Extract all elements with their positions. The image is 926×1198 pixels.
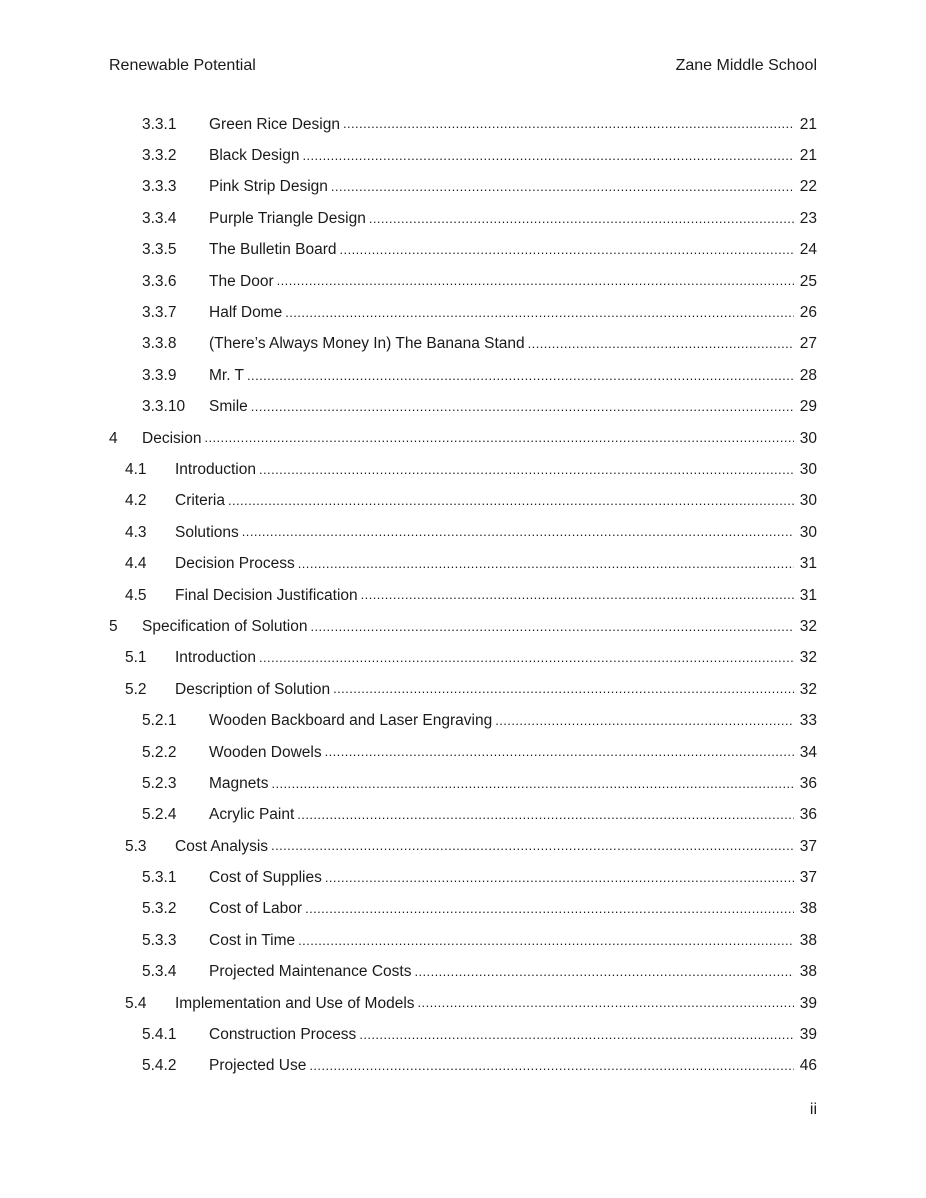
toc-dot-leader (271, 837, 794, 856)
toc-entry-number: 5.3 (125, 837, 147, 855)
toc-entry[interactable] (109, 1051, 817, 1082)
toc-entry-number: 4.3 (125, 523, 147, 541)
toc-entry-page-number: 21 (799, 147, 817, 165)
toc-dot-leader (297, 806, 794, 825)
toc-dot-leader (369, 210, 794, 229)
toc-entry-page-number: 30 (799, 492, 817, 510)
toc-entry-number: 5.2 (125, 680, 147, 698)
toc-entry-title: The Bulletin Board (209, 241, 337, 259)
toc-entry[interactable] (109, 423, 817, 454)
toc-entry-page-number: 38 (799, 900, 817, 918)
toc-entry-title: Specification of Solution (142, 617, 308, 635)
toc-dot-leader (361, 586, 794, 605)
toc-entry[interactable] (109, 988, 817, 1019)
toc-entry-title: Magnets (209, 774, 269, 792)
toc-entry-number: 5.2.2 (142, 743, 177, 761)
toc-entry-number: 5.3.2 (142, 900, 177, 918)
toc-dot-leader (285, 304, 794, 323)
toc-entry-title: Introduction (175, 460, 256, 478)
toc-entry-number: 4.2 (125, 492, 147, 510)
toc-entry[interactable] (109, 392, 817, 423)
toc-entry-number: 3.3.1 (142, 115, 177, 133)
toc-entry-page-number: 32 (799, 617, 817, 635)
toc-dot-leader (325, 743, 794, 762)
toc-entry-title: Construction Process (209, 1026, 357, 1044)
toc-entry[interactable] (109, 674, 817, 705)
toc-entry[interactable] (109, 1019, 817, 1050)
toc-entry-title: Mr. T (209, 366, 245, 384)
toc-dot-leader (271, 775, 794, 794)
toc-dot-leader (310, 618, 794, 637)
toc-dot-leader (528, 335, 794, 354)
toc-entry-number: 4.5 (125, 586, 147, 604)
toc-dot-leader (247, 367, 794, 386)
toc-entry-number: 3.3.7 (142, 304, 177, 322)
toc-dot-leader (305, 900, 794, 919)
toc-dot-leader (495, 712, 794, 731)
toc-entry-page-number: 32 (799, 680, 817, 698)
toc-dot-leader (325, 869, 794, 888)
toc-entry-number: 3.3.2 (142, 147, 177, 165)
toc-entry-number: 5.4.1 (142, 1026, 177, 1044)
toc-entry-page-number: 32 (799, 649, 817, 667)
toc-entry[interactable] (109, 203, 817, 234)
toc-entry-title: Cost in Time (209, 931, 296, 949)
toc-dot-leader (340, 241, 794, 260)
toc-dot-leader (333, 680, 794, 699)
toc-entry-title: Cost of Labor (209, 900, 303, 918)
toc-dot-leader (251, 398, 794, 417)
toc-entry-number: 5.4.2 (142, 1057, 177, 1075)
toc-dot-leader (343, 115, 794, 134)
toc-entry-number: 4.4 (125, 555, 147, 573)
toc-entry-number: 5.3.3 (142, 931, 177, 949)
toc-entry-page-number: 23 (799, 209, 817, 227)
toc-entry[interactable] (109, 957, 817, 988)
toc-entry-title: Wooden Backboard and Laser Engraving (209, 712, 493, 730)
toc-entry-title: Projected Use (209, 1057, 307, 1075)
toc-entry-page-number: 37 (799, 837, 817, 855)
toc-dot-leader (418, 994, 794, 1013)
toc-entry[interactable] (109, 611, 817, 642)
toc-entry[interactable] (109, 862, 817, 893)
toc-entry[interactable] (109, 172, 817, 203)
header-document-title: Renewable Potential (109, 57, 256, 74)
toc-dot-leader (298, 555, 794, 574)
footer-page-number: ii (809, 1101, 817, 1118)
toc-entry[interactable] (109, 643, 817, 674)
toc-entry[interactable] (109, 737, 817, 768)
toc-entry-title: Cost of Supplies (209, 869, 322, 887)
toc-entry-number: 3.3.4 (142, 209, 177, 227)
toc-entry-page-number: 33 (799, 712, 817, 730)
toc-entry[interactable] (109, 925, 817, 956)
toc-entry-number: 3.3.9 (142, 366, 177, 384)
toc-entry-number: 3.3.5 (142, 241, 177, 259)
toc-dot-leader (228, 492, 794, 511)
toc-entry-page-number: 25 (799, 272, 817, 290)
toc-entry-page-number: 21 (799, 115, 817, 133)
toc-entry-title: Purple Triangle Design (209, 209, 366, 227)
toc-entry-page-number: 39 (799, 994, 817, 1012)
toc-entry[interactable] (109, 297, 817, 328)
toc-dot-leader (277, 272, 794, 291)
toc-entry[interactable] (109, 705, 817, 736)
toc-entry-page-number: 38 (799, 963, 817, 981)
toc-entry-title: (There’s Always Money In) The Banana Stand (209, 335, 525, 353)
toc-entry[interactable] (109, 109, 817, 140)
toc-entry[interactable] (109, 517, 817, 548)
toc-entry[interactable] (109, 580, 817, 611)
toc-entry-title: Black Design (209, 147, 300, 165)
toc-dot-leader (309, 1057, 794, 1076)
toc-entry-page-number: 36 (799, 806, 817, 824)
toc-entry-page-number: 38 (799, 931, 817, 949)
toc-entry-number: 4.1 (125, 460, 147, 478)
toc-dot-leader (302, 147, 794, 166)
toc-entry-page-number: 30 (799, 523, 817, 541)
toc-entry-number: 3.3.8 (142, 335, 177, 353)
toc-entry-page-number: 22 (799, 178, 817, 196)
toc-entry[interactable] (109, 360, 817, 391)
toc-entry-title: Criteria (175, 492, 225, 510)
toc-entry[interactable] (109, 831, 817, 862)
toc-entry[interactable] (109, 140, 817, 171)
toc-entry-page-number: 31 (799, 555, 817, 573)
toc-entry-number: 3.3.6 (142, 272, 177, 290)
toc-entry-number: 3.3.10 (142, 398, 186, 416)
toc-entry-title: Pink Strip Design (209, 178, 328, 196)
toc-entry[interactable] (109, 800, 817, 831)
toc-entry-page-number: 30 (799, 460, 817, 478)
toc-entry[interactable] (109, 548, 817, 579)
header-school-name: Zane Middle School (675, 57, 817, 74)
toc-dot-leader (259, 461, 794, 480)
toc-entry-title: Description of Solution (175, 680, 331, 698)
toc-entry-title: Decision (142, 429, 202, 447)
toc-dot-leader (204, 429, 794, 448)
toc-entry-page-number: 39 (799, 1026, 817, 1044)
toc-entry-title: Implementation and Use of Models (175, 994, 415, 1012)
toc-dot-leader (259, 649, 794, 668)
toc-entry-title: The Door (209, 272, 274, 290)
toc-entry[interactable] (109, 235, 817, 266)
toc-entry-number: 5.2.1 (142, 712, 177, 730)
toc-entry-number: 5.3.1 (142, 869, 177, 887)
toc-entry-title: Decision Process (175, 555, 295, 573)
toc-entry[interactable] (109, 768, 817, 799)
toc-dot-leader (298, 932, 794, 951)
toc-entry-page-number: 26 (799, 304, 817, 322)
toc-entry-title: Final Decision Justification (175, 586, 358, 604)
toc-entry-page-number: 28 (799, 366, 817, 384)
toc-entry-title: Cost Analysis (175, 837, 269, 855)
table-of-contents (109, 109, 817, 1082)
toc-dot-leader (331, 178, 794, 197)
toc-entry-title: Smile (209, 398, 248, 416)
toc-entry-page-number: 36 (799, 774, 817, 792)
toc-entry[interactable] (109, 266, 817, 297)
toc-entry-number: 5.1 (125, 649, 147, 667)
toc-dot-leader (359, 1026, 794, 1045)
toc-entry-title: Green Rice Design (209, 115, 340, 133)
toc-entry[interactable] (109, 329, 817, 360)
toc-entry-title: Introduction (175, 649, 256, 667)
toc-entry-title: Half Dome (209, 304, 283, 322)
toc-dot-leader (242, 523, 794, 542)
toc-entry-page-number: 24 (799, 241, 817, 259)
toc-entry-page-number: 30 (799, 429, 817, 447)
toc-entry-page-number: 29 (799, 398, 817, 416)
toc-entry-number: 5 (109, 617, 118, 635)
toc-entry-number: 3.3.3 (142, 178, 177, 196)
toc-entry-title: Acrylic Paint (209, 806, 295, 824)
toc-entry-number: 5.4 (125, 994, 147, 1012)
toc-entry-number: 5.2.4 (142, 806, 177, 824)
toc-entry-page-number: 34 (799, 743, 817, 761)
toc-entry-page-number: 31 (799, 586, 817, 604)
toc-entry[interactable] (109, 894, 817, 925)
toc-entry-number: 5.3.4 (142, 963, 177, 981)
toc-entry[interactable] (109, 486, 817, 517)
toc-entry-title: Solutions (175, 523, 239, 541)
toc-entry-title: Projected Maintenance Costs (209, 963, 412, 981)
toc-entry-number: 5.2.3 (142, 774, 177, 792)
toc-dot-leader (414, 963, 794, 982)
toc-entry-title: Wooden Dowels (209, 743, 322, 761)
toc-entry-number: 4 (109, 429, 118, 447)
toc-entry-page-number: 27 (799, 335, 817, 353)
toc-entry[interactable] (109, 454, 817, 485)
toc-entry-page-number: 46 (799, 1057, 817, 1075)
toc-entry-page-number: 37 (799, 869, 817, 887)
